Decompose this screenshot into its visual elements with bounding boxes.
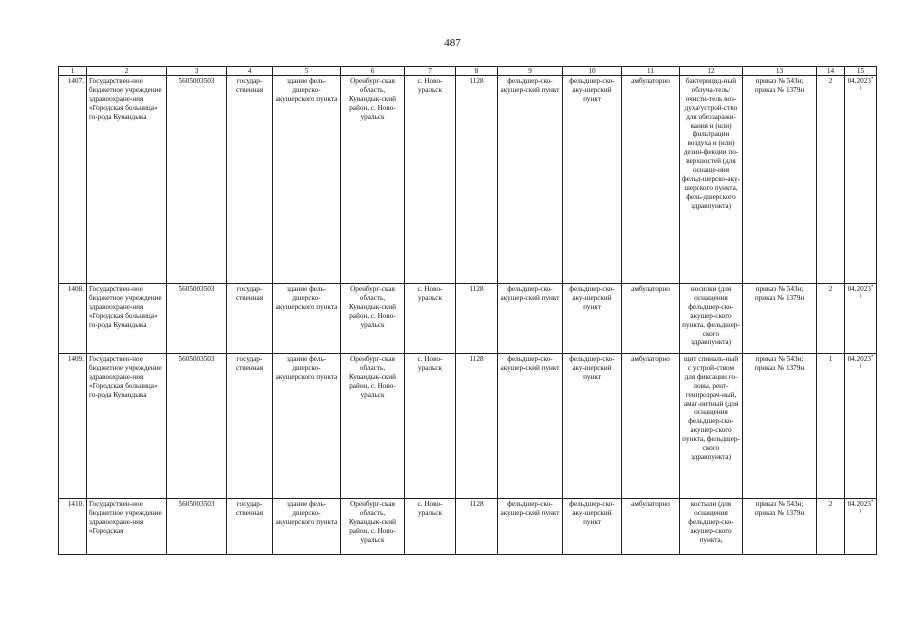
column-header: 15	[845, 67, 877, 76]
date: 04.2023	[847, 355, 871, 363]
region: Оренбург-ская область, Кувандык-ский район, с. Ново-уральск	[341, 354, 405, 499]
table-row	[59, 76, 877, 284]
column-header: 5	[273, 67, 341, 76]
building: здание фель-дшерско-акушерского пункта	[273, 354, 341, 499]
note-mark: *)	[859, 77, 874, 91]
note-mark: *)	[859, 355, 874, 369]
date-cell	[845, 284, 877, 354]
equipment-registry-table	[58, 66, 877, 555]
condition: амбулаторно	[622, 76, 680, 284]
structure: фельдшер-ско-аку-шерский пункт	[563, 499, 622, 555]
column-header: 12	[680, 67, 743, 76]
equipment: бактерицид-ный облуча-тель/очисти-тель воз-духа/устрой-ство для обеззаражи-вания и (или) фильтрации воздуха и (или) дезин-фекции по-верхностей (для оснаще-ния фельд-шерско-аку-шерского пункта, фель-дшерского здравпункта)	[680, 76, 743, 284]
column-header: 10	[563, 67, 622, 76]
column-header: 2	[87, 67, 167, 76]
date: 04.2023	[847, 500, 871, 508]
date: 04.2023	[847, 285, 871, 293]
structure: фельдшер-ско-аку-шерский пункт	[563, 76, 622, 284]
subdivision: фельдшер-ско-акушер-ский пункт	[498, 284, 563, 354]
note-mark: *)	[859, 285, 874, 299]
code: 1128	[456, 76, 498, 284]
inn: 5605003503	[167, 284, 227, 354]
institution-name: Государствен-ное бюджетное учреждение здравоохране-ния «Городская больница» го-рода Кувандыка	[87, 76, 167, 284]
building: здание фель-дшерско-акушерского пункта	[273, 76, 341, 284]
institution-name: Государствен-ное бюджетное учреждение здравоохране-ния «Городская больница» го-рода Кувандыка	[87, 354, 167, 499]
column-header: 4	[227, 67, 273, 76]
table-row	[59, 354, 877, 499]
column-header: 3	[167, 67, 227, 76]
locality: с. Ново-уральск	[405, 499, 456, 555]
subdivision: фельдшер-ско-акушер-ский пункт	[498, 499, 563, 555]
column-header: 14	[817, 67, 845, 76]
date: 04.2023	[847, 77, 871, 85]
equipment: костыли (для оснащения фельдшер-ско-акушер-ского пункта,	[680, 499, 743, 555]
quantity: 1	[817, 354, 845, 499]
subdivision: фельдшер-ско-акушер-ский пункт	[498, 76, 563, 284]
region: Оренбург-ская область, Кувандык-ский район, с. Ново-уральск	[341, 76, 405, 284]
condition: амбулаторно	[622, 284, 680, 354]
region: Оренбург-ская область, Кувандык-ский район, с. Ново-уральск	[341, 499, 405, 555]
column-header: 9	[498, 67, 563, 76]
ownership: государ-ственная	[227, 499, 273, 555]
quantity: 2	[817, 76, 845, 284]
order: приказ № 543н; приказ № 1379н	[743, 354, 817, 499]
locality: с. Ново-уральск	[405, 354, 456, 499]
locality: с. Ново-уральск	[405, 76, 456, 284]
code: 1128	[456, 284, 498, 354]
column-header: 8	[456, 67, 498, 76]
row-number: 1407.	[59, 76, 87, 284]
order: приказ № 543н; приказ № 1379н	[743, 499, 817, 555]
row-number: 1410.	[59, 499, 87, 555]
inn: 5605003503	[167, 76, 227, 284]
inn: 5605003503	[167, 499, 227, 555]
date-cell	[845, 354, 877, 499]
column-header: 1	[59, 67, 87, 76]
column-header: 13	[743, 67, 817, 76]
institution-name: Государствен-ное бюджетное учреждение здравоохране-ния «Городская	[87, 499, 167, 555]
column-header: 6	[341, 67, 405, 76]
date-cell	[845, 499, 877, 555]
institution-name: Государствен-ное бюджетное учреждение здравоохране-ния «Городская больница» го-рода Кувандыка	[87, 284, 167, 354]
code: 1128	[456, 499, 498, 555]
ownership: государ-ственная	[227, 284, 273, 354]
structure: фельдшер-ско-аку-шерский пункт	[563, 354, 622, 499]
equipment: щит спиналь-ный с устрой-ством для фиксации го-ловы, рент-генпрозрач-ный, амаг-нитный (для оснащения фельдшер-ско-акушер-ского пункта, фельдшер-ского здравпункта)	[680, 354, 743, 499]
ownership: государ-ственная	[227, 76, 273, 284]
quantity: 2	[817, 284, 845, 354]
inn: 5605003503	[167, 354, 227, 499]
ownership: государ-ственная	[227, 354, 273, 499]
column-header: 7	[405, 67, 456, 76]
subdivision: фельдшер-ско-акушер-ский пункт	[498, 354, 563, 499]
order: приказ № 543н; приказ № 1379н	[743, 284, 817, 354]
building: здание фель-дшерско-акушерского пункта	[273, 499, 341, 555]
table-row	[59, 284, 877, 354]
condition: амбулаторно	[622, 354, 680, 499]
equipment: носилки (для оснащения фельдшер-ско-акушер-ского пункта, фельдшер-ского здравпункта)	[680, 284, 743, 354]
building: здание фель-дшерско-акушерского пункта	[273, 284, 341, 354]
table-row	[59, 499, 877, 555]
row-number: 1409.	[59, 354, 87, 499]
code: 1128	[456, 354, 498, 499]
quantity: 2	[817, 499, 845, 555]
note-mark: *)	[859, 500, 874, 514]
header-row	[59, 67, 877, 76]
row-number: 1408.	[59, 284, 87, 354]
structure: фельдшер-ско-аку-шерский пункт	[563, 284, 622, 354]
date-cell	[845, 76, 877, 284]
column-header: 11	[622, 67, 680, 76]
condition: амбулаторно	[622, 499, 680, 555]
region: Оренбург-ская область, Кувандык-ский район, с. Ново-уральск	[341, 284, 405, 354]
locality: с. Ново-уральск	[405, 284, 456, 354]
page-number: 487	[444, 37, 461, 49]
order: приказ № 543н; приказ № 1379н	[743, 76, 817, 284]
